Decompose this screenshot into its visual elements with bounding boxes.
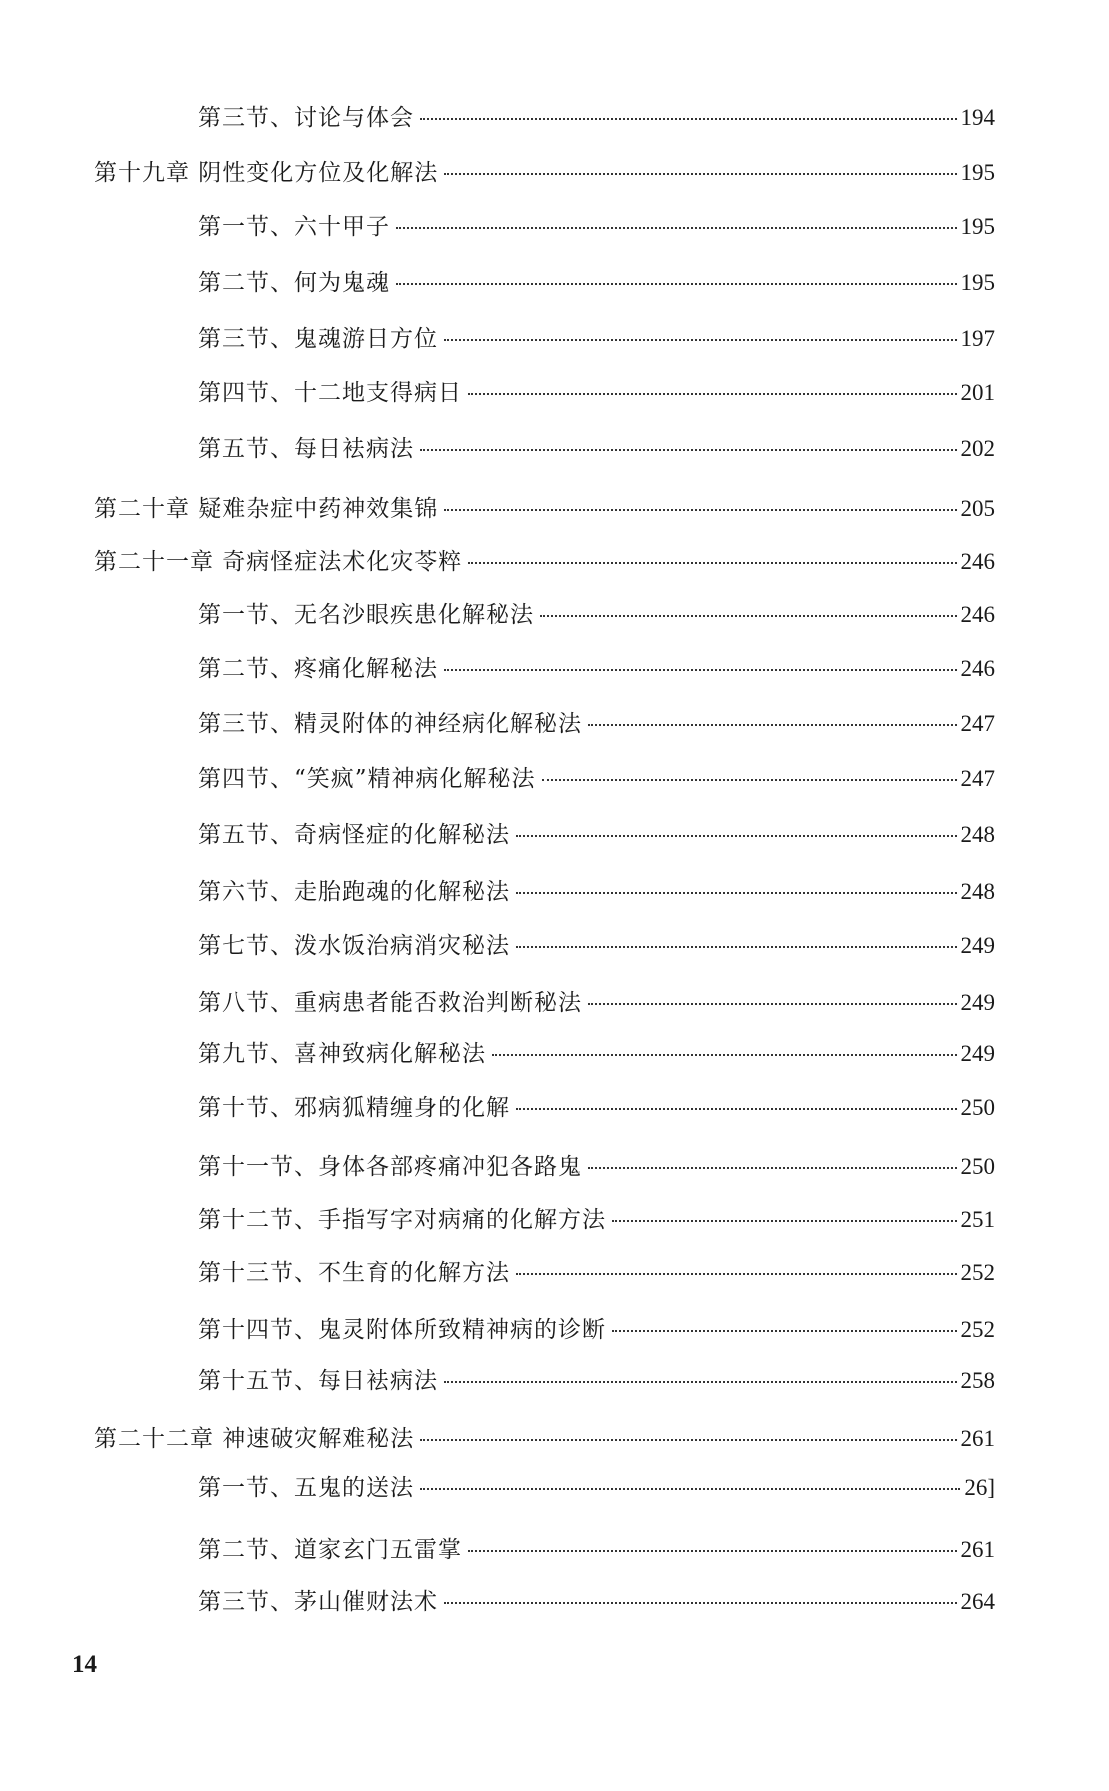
toc-entry [198,931,995,961]
toc-entry-title: 第二十二章 神速破灾解难秘法 [94,1426,415,1452]
toc-entry [198,1366,995,1396]
toc-entry-page: 194 [960,105,995,130]
toc-entry-title: 第三节、精灵附体的神经病化解秘法 [198,711,582,737]
toc-entry-title: 第七节、泼水饭治病消灾秘法 [198,933,510,959]
toc-entry-page: 197 [960,326,995,351]
dot-leader [516,835,957,837]
dot-leader [444,509,956,511]
dot-leader [468,393,957,395]
toc-entry-title: 第二节、道家玄门五雷掌 [198,1537,462,1563]
toc-entry-page: 261 [960,1426,995,1451]
dot-leader [396,227,957,229]
dot-leader [468,562,956,564]
dot-leader [612,1220,957,1222]
dot-leader [468,1550,957,1552]
toc-entry-title: 第一节、五鬼的送法 [198,1475,414,1501]
toc-entry-page: 250 [960,1095,995,1120]
toc-entry-title: 第四节、十二地支得病日 [198,380,462,406]
toc-entry-page: 205 [960,496,995,521]
toc-entry-title: 第十五节、每日袪病法 [198,1368,438,1394]
toc-entry-title: 第十四节、鬼灵附体所致精神病的诊断 [198,1317,606,1343]
toc-entry-title: 第二十章 疑难杂症中药神效集锦 [94,496,439,522]
toc-entry-title: 第三节、茅山催财法术 [198,1589,438,1615]
toc-entry [198,268,995,298]
toc-entry [198,1535,995,1565]
toc-entry-page: 246 [960,602,995,627]
toc-entry-page: 251 [960,1207,995,1232]
toc-entry [198,1039,995,1069]
toc-entry [198,1587,995,1617]
toc-entry-page: 261 [960,1537,995,1562]
toc-entry-page: 26] [964,1475,995,1500]
toc-entry-page: 246 [960,656,995,681]
toc-entry-title: 第十节、邪病狐精缠身的化解 [198,1095,510,1121]
toc-entry [198,434,995,464]
dot-leader [444,1602,957,1604]
dot-leader [420,1439,956,1441]
toc-entry [198,654,995,684]
toc-entry [94,494,995,524]
toc-entry [198,988,995,1018]
toc-entry-page: 252 [960,1317,995,1342]
toc-entry [198,1093,995,1123]
dot-leader [540,615,957,617]
toc-entry-page: 252 [960,1260,995,1285]
toc-entry-page: 202 [960,436,995,461]
dot-leader [444,173,956,175]
dot-leader [444,1381,957,1383]
toc-entry-page: 249 [960,990,995,1015]
toc-entry [198,764,995,794]
dot-leader [396,283,957,285]
dot-leader [492,1054,957,1056]
toc-entry [198,709,995,739]
toc-entry-title: 第九节、喜神致病化解秘法 [198,1041,486,1067]
toc-entry [198,600,995,630]
toc-entry [94,158,995,188]
page-number: 14 [72,1651,97,1678]
toc-entry-page: 195 [960,160,995,185]
toc-entry-title: 第十二节、手指写字对病痛的化解方法 [198,1207,606,1233]
toc-entry-title: 第五节、奇病怪症的化解秘法 [198,822,510,848]
toc-entry-page: 264 [960,1589,995,1614]
toc-entry-title: 第二节、何为鬼魂 [198,270,390,296]
toc-entry-page: 249 [960,933,995,958]
toc-entry-page: 247 [960,766,995,791]
dot-leader [516,1108,957,1110]
toc-entry [198,820,995,850]
toc-entry-title: 第八节、重病患者能否救治判断秘法 [198,990,582,1016]
dot-leader [420,118,957,120]
toc-entry-page: 195 [960,270,995,295]
toc-entry [198,212,995,242]
dot-leader [612,1330,957,1332]
toc-entry-title: 第三节、讨论与体会 [198,105,414,131]
toc-entry [198,1152,995,1182]
toc-entry-page: 201 [960,380,995,405]
toc-entry [94,547,995,577]
toc-entry-title: 第一节、无名沙眼疾患化解秘法 [198,602,534,628]
toc-entry-page: 248 [960,879,995,904]
toc-entry-title: 第二节、疼痛化解秘法 [198,656,438,682]
toc-entry-title: 第十一节、身体各部疼痛冲犯各路鬼 [198,1154,582,1180]
toc-entry [198,1315,995,1345]
toc-entry-title: 第五节、每日袪病法 [198,436,414,462]
toc-entry-page: 258 [960,1368,995,1393]
toc-entry-page: 250 [960,1154,995,1179]
toc-entry [198,1473,995,1503]
dot-leader [444,339,957,341]
toc-entry [198,103,995,133]
toc-entry-title: 第二十一章 奇病怪症法术化灾苓粹 [94,549,463,575]
toc-entry-title: 第四节、“笑疯”精神病化解秘法 [198,766,536,792]
toc-entry-title: 第六节、走胎跑魂的化解秘法 [198,879,510,905]
dot-leader [588,1003,957,1005]
dot-leader [588,1167,957,1169]
toc-entry-title: 第三节、鬼魂游日方位 [198,326,438,352]
toc-entry-page: 195 [960,214,995,239]
toc-entry [198,1205,995,1235]
dot-leader [516,946,957,948]
toc-entry [198,1258,995,1288]
dot-leader [588,724,957,726]
toc-entry-title: 第一节、六十甲子 [198,214,390,240]
toc-entry [198,877,995,907]
toc-entry-page: 246 [960,549,995,574]
dot-leader [542,779,957,781]
dot-leader [420,1488,960,1490]
toc-entry-page: 247 [960,711,995,736]
toc-entry-title: 第十三节、不生育的化解方法 [198,1260,510,1286]
toc-entry-page: 249 [960,1041,995,1066]
dot-leader [420,449,957,451]
toc-entry [198,324,995,354]
toc-entry [94,1424,995,1454]
toc-entry-title: 第十九章 阴性变化方位及化解法 [94,160,439,186]
dot-leader [516,892,957,894]
dot-leader [444,669,957,671]
toc-entry [198,378,995,408]
dot-leader [516,1273,957,1275]
toc-entry-page: 248 [960,822,995,847]
